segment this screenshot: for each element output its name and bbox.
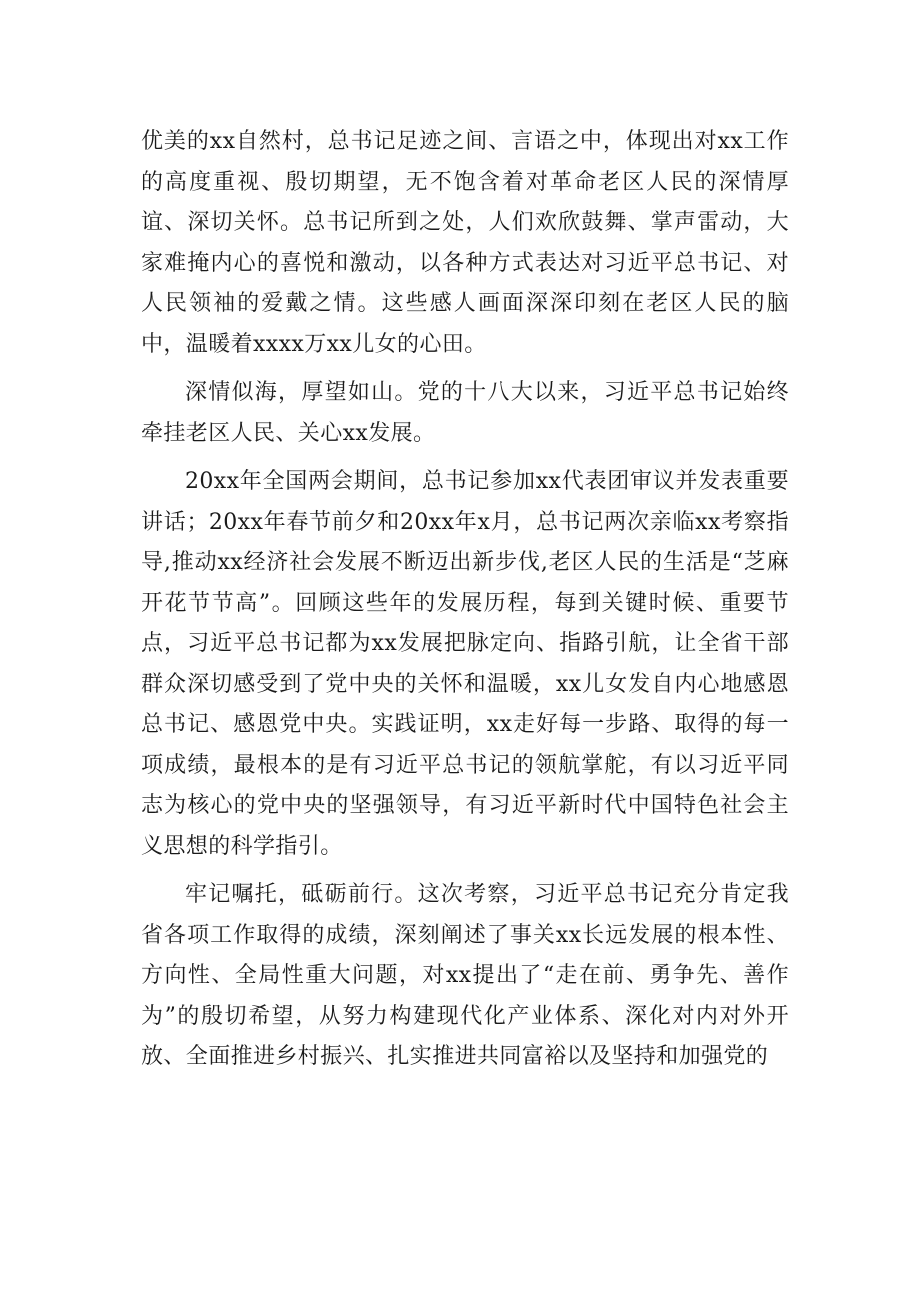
paragraph-4: 牢记嘱托，砥砺前行。这次考察，习近平总书记充分肯定我省各项工作取得的成绩，深刻阐述了事关xx长远发展的根本性、方向性、全局性重大问题，对xx提出了“走在前、勇争先、善作为”的殷切希望，从努力构建现代化产业体系、深化对内对外开放、全面推进乡村振兴、扎实推进共同富裕以及坚持和加强党的 — [141, 882, 789, 1069]
document-body — [141, 122, 789, 1086]
paragraph-3: 20xx年全国两会期间，总书记参加xx代表团审议并发表重要讲话；20xx年春节前夕和20xx年x月，总书记两次亲临xx考察指导,推动xx经济社会发展不断迈出新步伐,老区人民的生活是“芝麻开花节节高”。回顾这些年的发展历程，每到关键时候、重要节点，习近平总书记都为xx发展把脉定向、指路引航，让全省干部群众深切感受到了党中央的关怀和温暖，xx儿女发自内心地感恩总书记、感恩党中央。实践证明，xx走好每一步路、取得的每一项成绩，最根本的是有习近平总书记的领航掌舵，有以习近平同志为核心的党中央的坚强领导，有习近平新时代中国特色社会主义思想的科学指引。 — [141, 469, 789, 859]
paragraph-2: 深情似海，厚望如山。党的十八大以来，习近平总书记始终牵挂老区人民、关心xx发展。 — [141, 380, 789, 446]
paragraph-1: 优美的xx自然村，总书记足迹之间、言语之中，体现出对xx工作的高度重视、殷切期望，无不饱含着对革命老区人民的深情厚谊、深切关怀。总书记所到之处，人们欢欣鼓舞、掌声雷动，大家难掩内心的喜悦和激动，以各种方式表达对习近平总书记、对人民领袖的爱戴之情。这些感人画面深深印刻在老区人民的脑中，温暖着xxxx万xx儿女的心田。 — [141, 129, 789, 357]
